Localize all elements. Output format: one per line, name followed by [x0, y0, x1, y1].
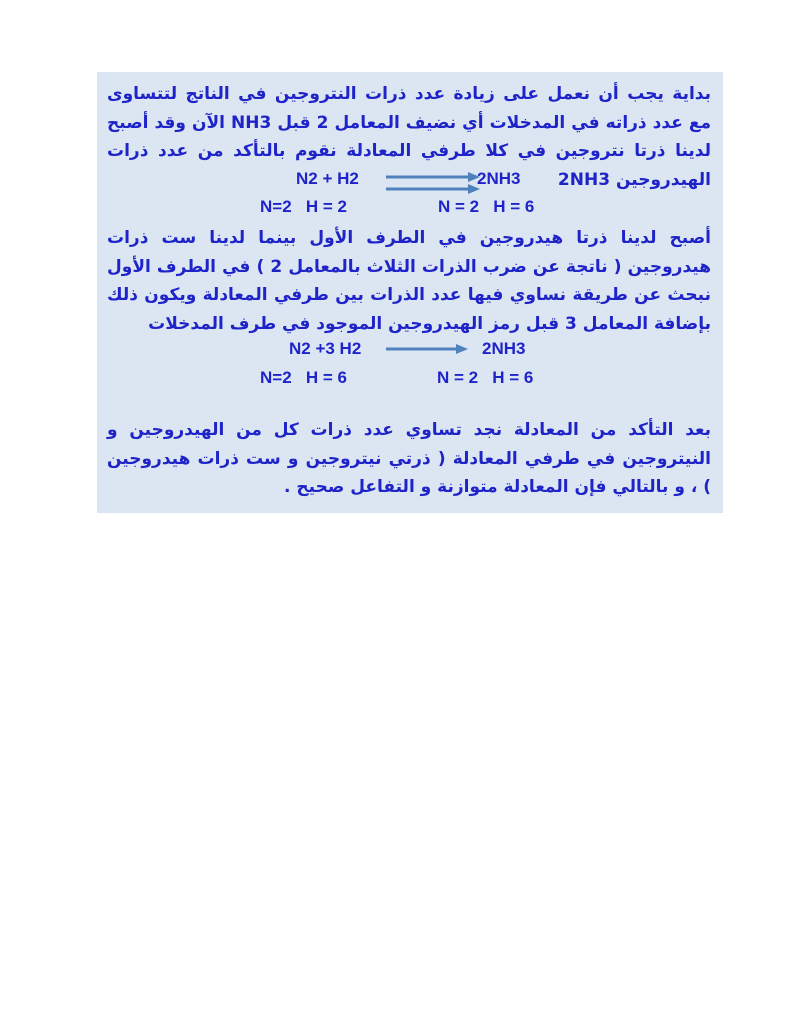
equation2-products: 2NH3	[482, 339, 526, 358]
content-box	[97, 72, 723, 513]
equation1-products: 2NH3	[477, 169, 521, 188]
paragraph-intro: بداية يجب أن نعمل على زيادة عدد ذرات النتروجين في الناتج لتتساوى مع عدد ذراته في المدخلات أي نضيف المعامل 2 قبل NH3 الآن وقد أصبح لدينا ذرتا نتروجين في كلا طرفي المعادلة نقوم بالتأكد من عدد ذرات الهيدروجين 2NH3	[107, 84, 711, 190]
equation1-count-right: N = 2 H = 6	[438, 197, 535, 216]
equation2-arrow-icon	[384, 342, 474, 356]
equation1-reactants: N2 + H2	[296, 169, 359, 188]
equation1-count-left: N=2 H = 2	[260, 197, 347, 216]
paragraph-explanation: أصبح لدينا ذرتا هيدروجين في الطرف الأول بينما لدينا ست ذرات هيدروجين ( ناتجة عن ضرب الذرات الثلاث بالمعامل 2 ) في الطرف الأول نبحث عن طريقة نساوي فيها عدد الذرات بين طرفي المعادلة ويكون ذلك بإضافة المعامل 3 قبل رمز الهيدروجين الموجود في طرف المدخلات	[107, 228, 712, 334]
equation2-reactants: N2 +3 H2	[289, 339, 362, 358]
equation2-count-left: N=2 H = 6	[260, 368, 347, 387]
paragraph-conclusion: بعد التأكد من المعادلة نجد تساوي عدد ذرات كل من الهيدروجين و النيتروجين في طرفي المعادلة ( ذرتي نيتروجين و ست ذرات هيدروجين ) ، و بالتالي فإن المعادلة متوازنة و التفاعل صحيح .	[107, 420, 711, 498]
equation2-count-right: N = 2 H = 6	[437, 368, 534, 387]
equation1-arrow-icon	[384, 170, 484, 200]
